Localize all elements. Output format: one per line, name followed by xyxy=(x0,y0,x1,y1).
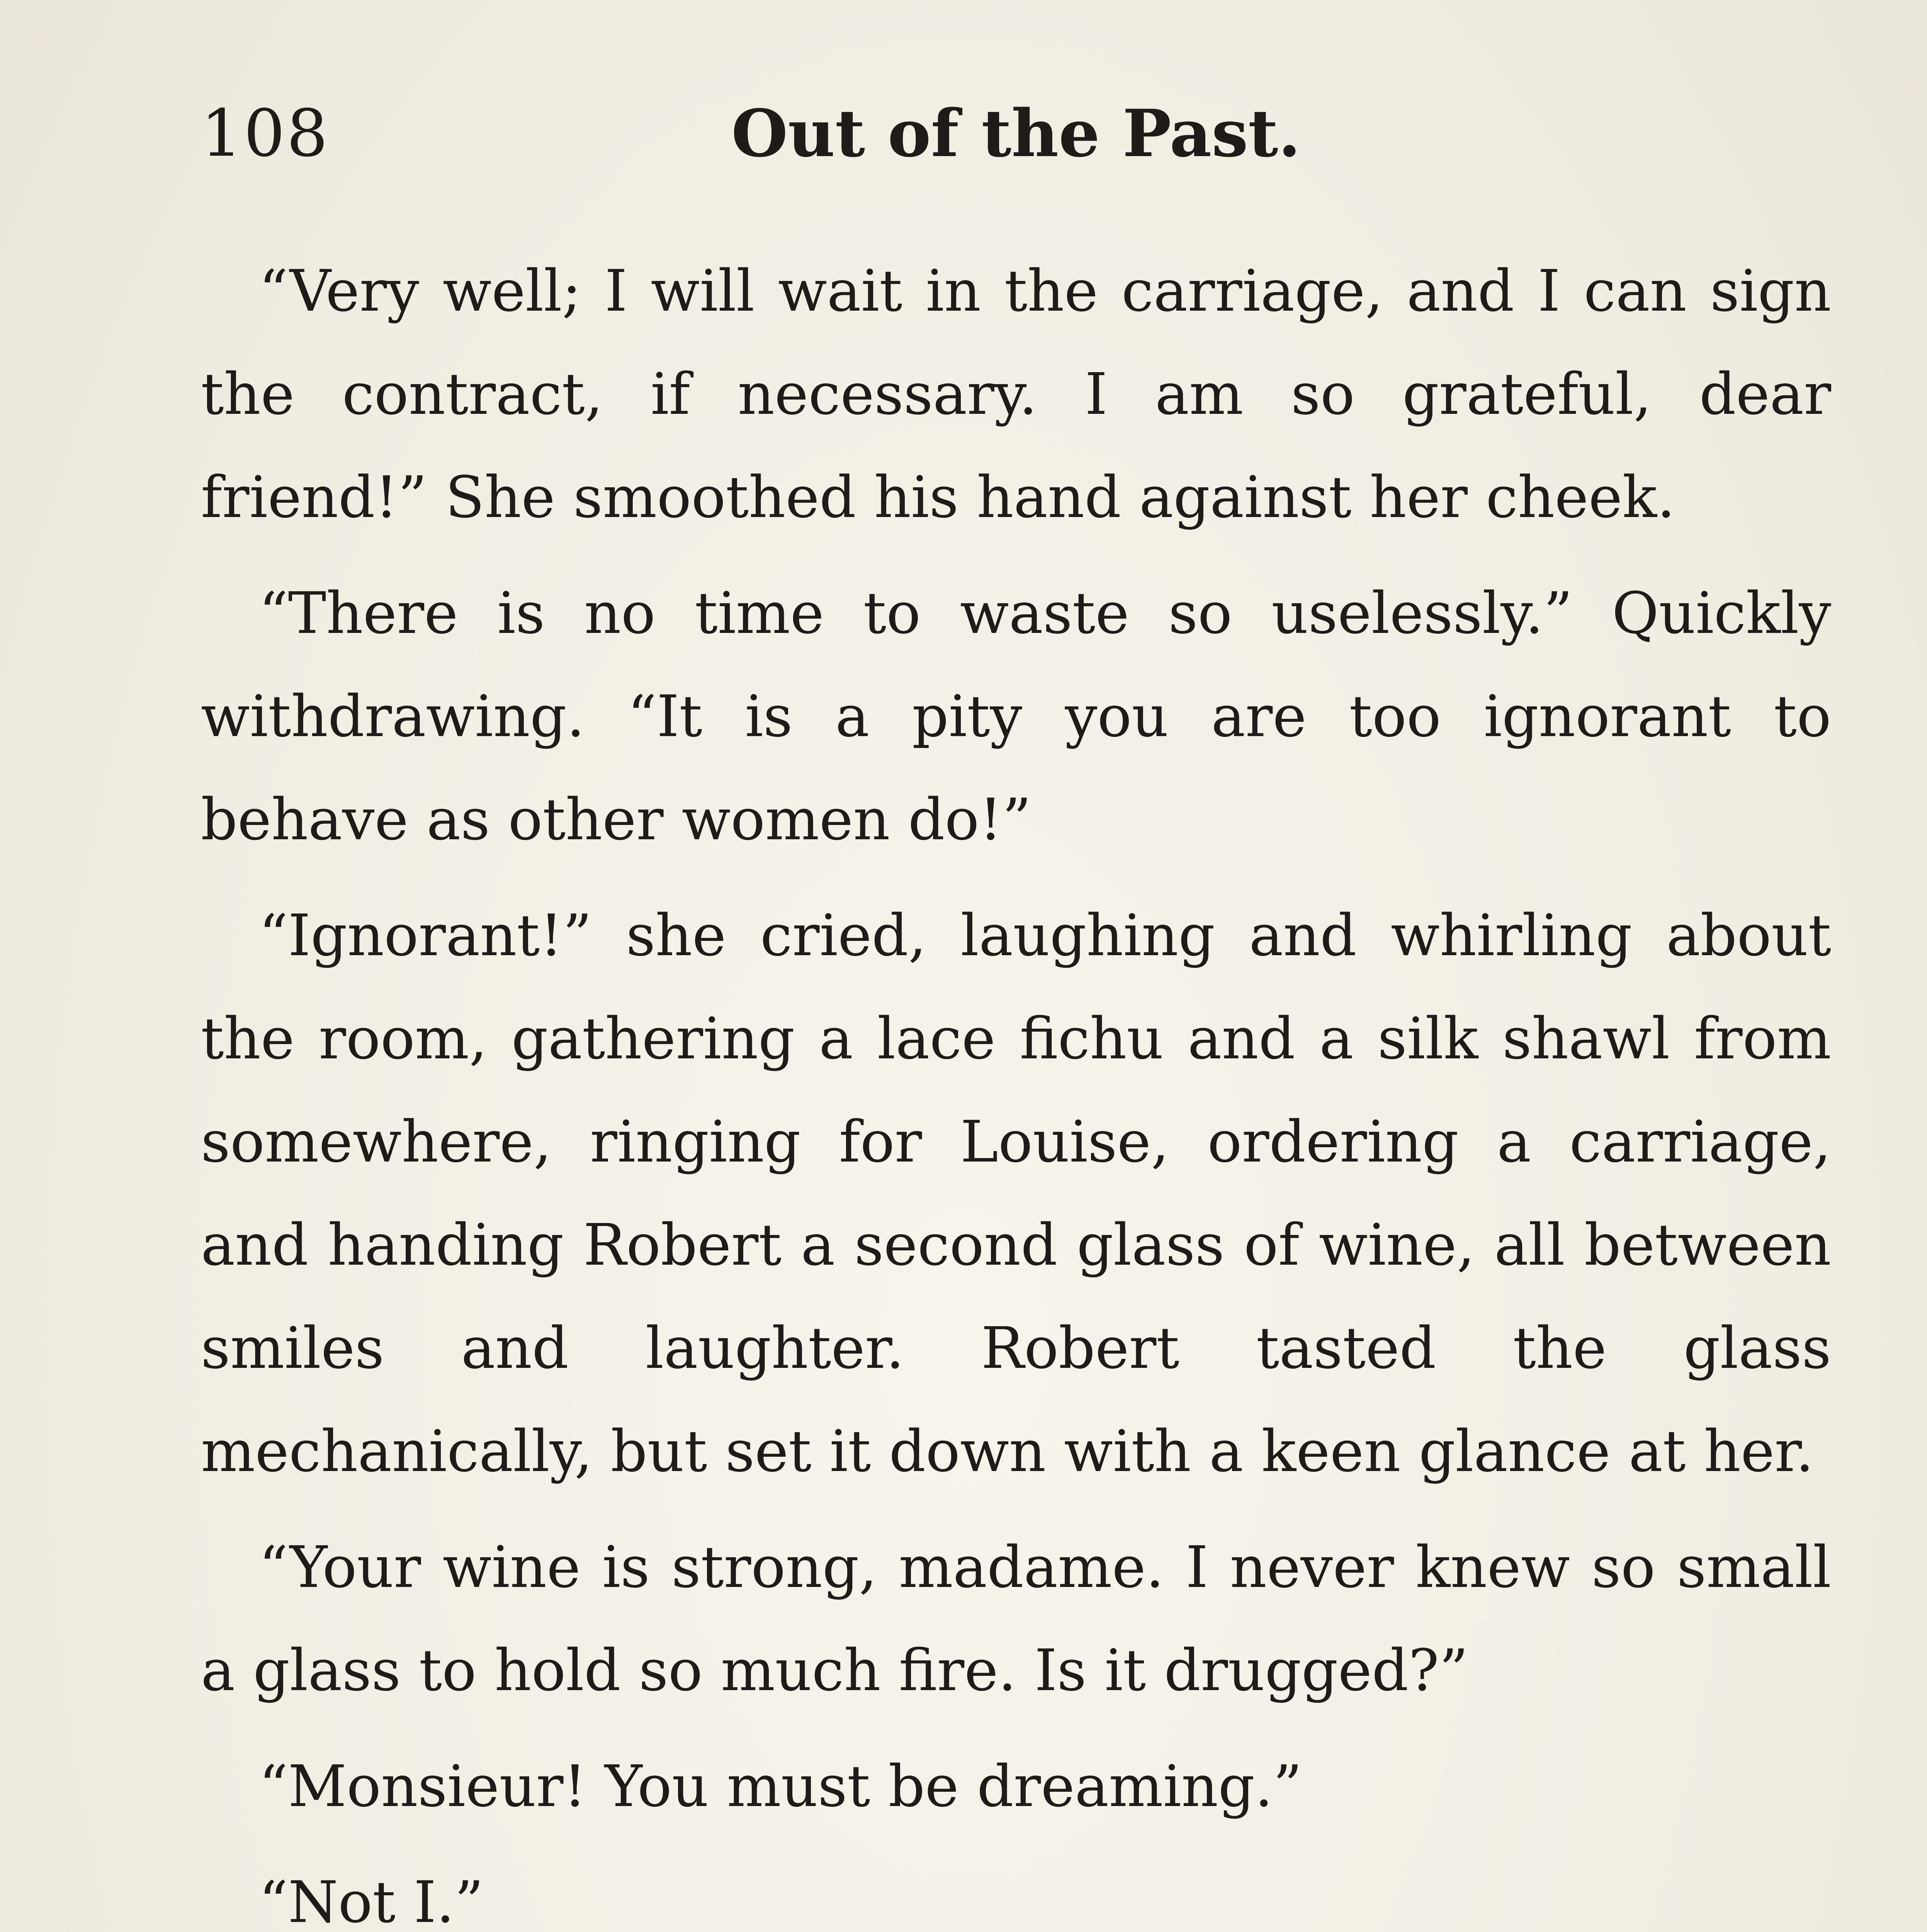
paragraph: “Monsieur! You must be dreaming.” xyxy=(259,1753,1302,1820)
page-number: 108 xyxy=(201,95,330,171)
running-title: Out of the Past. xyxy=(731,95,1301,172)
body-text xyxy=(201,240,1831,1932)
paragraph: “There is no time to waste so uselessly.” Quickly withdrawing. “It is a pity you are too ignorant to behave as other women do!” xyxy=(201,580,1831,853)
paragraph: “Ignorant!” she cried, laughing and whirling about the room, gathering a lace fichu and a silk shawl from somewhere, ringing for Louise, ordering a carriage, and handing Robert a second glass of wine, all between smiles and laughter. Robert tasted the glass mechanically, but set it down with a keen glance at her. xyxy=(201,902,1831,1485)
page-header xyxy=(201,87,1831,180)
paragraph: “Very well; I will wait in the carriage, and I can sign the contract, if necessary. I am so grateful, dear friend!” She smoothed his hand against her cheek. xyxy=(201,258,1831,531)
paragraph: “Not I.” xyxy=(259,1869,484,1932)
paragraph: “Your wine is strong, madame. I never knew so small a glass to hold so much fire. Is it drugged?” xyxy=(201,1534,1831,1704)
